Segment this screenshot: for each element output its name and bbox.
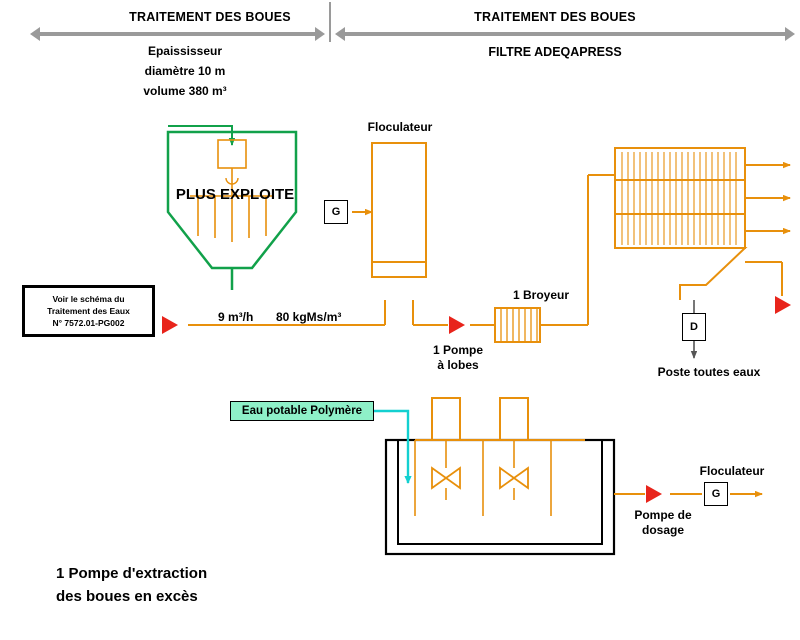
recirculation-pump-icon (775, 296, 791, 314)
note-line-2: Traitement des Eaux (47, 306, 130, 316)
all-water-station-label: Poste toutes eaux (657, 365, 761, 379)
flocculator-top-label: Floculateur (367, 120, 433, 134)
g-instrument-lower[interactable]: G (704, 482, 728, 506)
g-instrument-upper[interactable]: G (324, 200, 348, 224)
thickener-title: Epaississeur (147, 44, 223, 58)
polymer-feed-line (374, 411, 408, 483)
d-instrument[interactable]: D (682, 313, 706, 341)
lobe-pump-label-line2: à lobes (437, 358, 479, 372)
footer-caption-line1: 1 Pompe d'extraction (56, 565, 208, 582)
flow-concentration-label: 80 kgMs/m³ (276, 310, 342, 324)
flocculator-bottom-label: Floculateur (699, 464, 765, 478)
sludge-extraction-pump-icon (162, 316, 178, 334)
dosing-pump-label-line2: dosage (641, 523, 684, 537)
thickener-volume: volume 380 m³ (143, 84, 227, 98)
note-line-3: N° 7572.01-PG002 (52, 318, 125, 328)
footer-caption-line2: des boues en excès (56, 588, 198, 605)
grinder-unit (495, 308, 540, 342)
thickener-status-overlay: PLUS EXPLOITE (175, 186, 295, 203)
header-right-subtitle: FILTRE ADEQAPRESS (488, 45, 622, 59)
reference-note-box (22, 285, 155, 337)
header-left-title: TRAITEMENT DES BOUES (129, 10, 291, 24)
flow-rate-label: 9 m³/h (218, 310, 254, 324)
thickener-diameter: diamètre 10 m (144, 64, 226, 78)
lobe-pump-icon (449, 316, 465, 334)
dosing-pump-label-line1: Pompe de (634, 508, 692, 522)
polymer-source-label: Eau potable Polymère (230, 401, 374, 421)
header-right-title: TRAITEMENT DES BOUES (474, 10, 636, 24)
flocculator-top-vessel (372, 143, 426, 277)
note-line-1: Voir le schéma du (52, 294, 125, 304)
dosing-pump-icon (646, 485, 662, 503)
filter-press (615, 148, 790, 300)
grinder-label: 1 Broyeur (512, 288, 570, 302)
lobe-pump-label-line1: 1 Pompe (432, 343, 483, 357)
